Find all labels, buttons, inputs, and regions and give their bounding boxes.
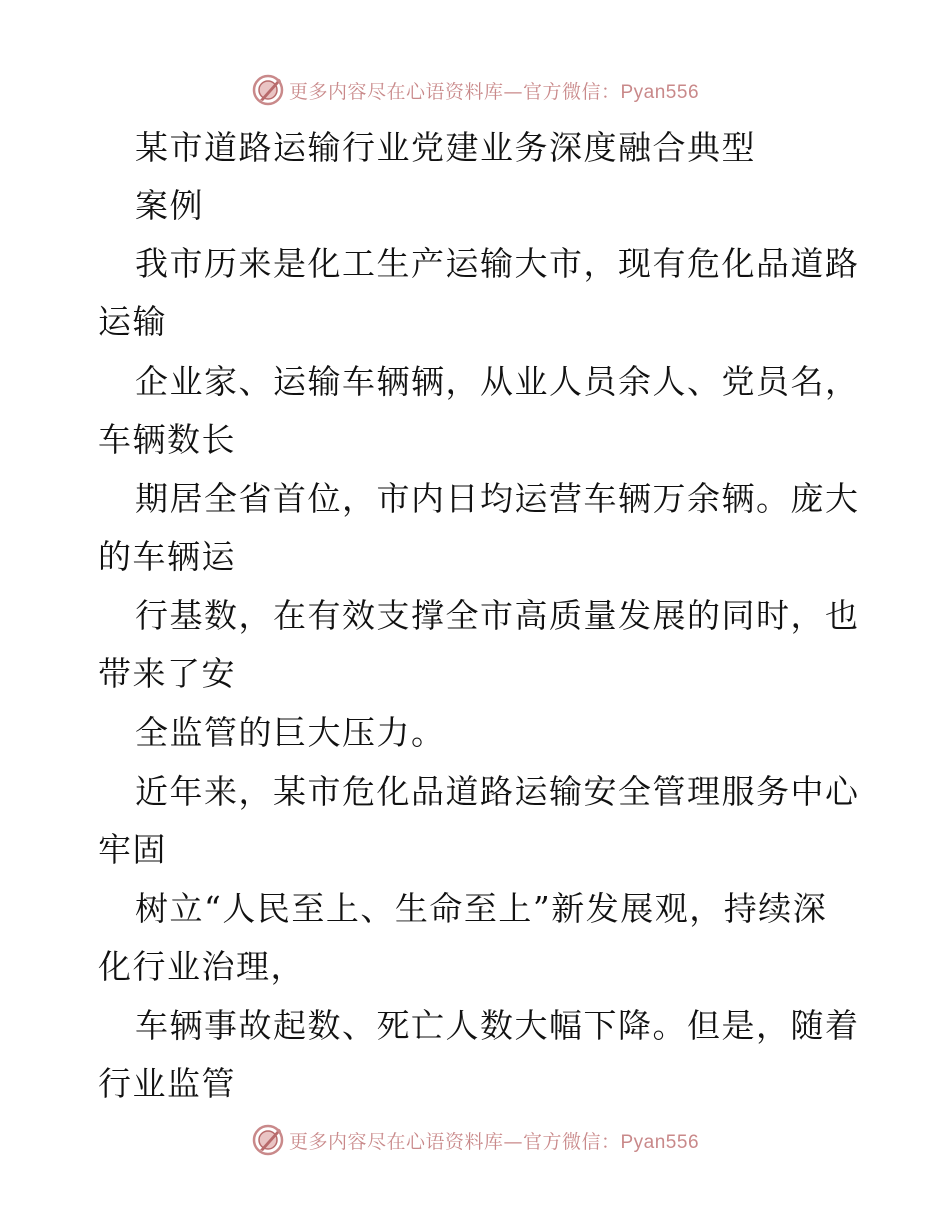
header-watermark [0, 70, 950, 110]
paragraph-line: 带来了安 [98, 654, 236, 693]
paragraph-line: 车辆数长 [98, 420, 236, 459]
paragraph-line: 运输 [98, 302, 167, 341]
quill-seal-icon [251, 1123, 285, 1157]
paragraph-line: 的车辆运 [98, 537, 236, 576]
watermark-brand: 更多内容尽在心语资料库 [288, 1130, 504, 1153]
paragraph-line: 近年来，某市危化品道路运输安全管理服务中心 [135, 772, 860, 811]
quill-seal-icon [251, 73, 285, 107]
watermark-wechat-id: Pyan556 [620, 81, 700, 103]
watermark-separator: — [503, 1130, 523, 1153]
watermark-label: 官方微信： [522, 80, 621, 103]
watermark-text [289, 1127, 699, 1154]
title-line: 某市道路运输行业党建业务深度融合典型 [135, 128, 756, 167]
watermark-text [289, 77, 699, 104]
paragraph-line: 全监管的巨大压力。 [135, 713, 446, 752]
paragraph-line: 企业家、运输车辆辆，从业人员余人、党员名， [135, 362, 860, 401]
watermark-separator: — [503, 80, 523, 103]
paragraph-line: 化行业治理， [98, 947, 305, 986]
watermark-brand: 更多内容尽在心语资料库 [288, 80, 504, 103]
paragraph-line: 行基数，在有效支撑全市高质量发展的同时，也 [135, 596, 860, 635]
watermark-label: 官方微信： [522, 1130, 621, 1153]
footer-watermark [0, 1120, 950, 1160]
paragraph-line: 牢固 [98, 830, 167, 869]
paragraph-line: 行业监管 [98, 1064, 236, 1103]
paragraph-line: 树立“人民至上、生命至上”新发展观，持续深 [135, 889, 828, 928]
paragraph-line: 我市历来是化工生产运输大市，现有危化品道路 [135, 244, 860, 283]
title-line-continued: 案例 [135, 186, 204, 225]
watermark-wechat-id: Pyan556 [620, 1131, 700, 1153]
paragraph-line: 期居全省首位，市内日均运营车辆万余辆。庞大 [135, 479, 860, 518]
paragraph-line: 车辆事故起数、死亡人数大幅下降。但是，随着 [135, 1006, 860, 1045]
